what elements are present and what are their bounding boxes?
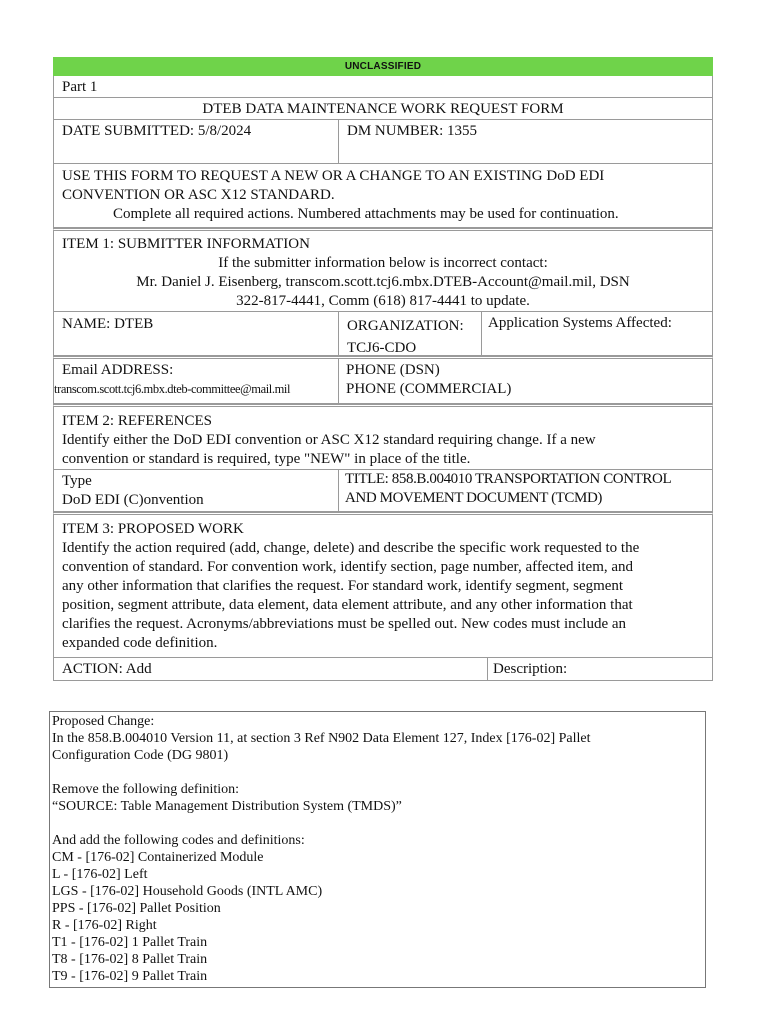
phone-commercial: PHONE (COMMERCIAL) (346, 381, 512, 397)
proposal-heading: Proposed Change: (52, 714, 155, 729)
title-line: AND MOVEMENT DOCUMENT (TCMD) (345, 490, 602, 506)
item3-line: clarifies the request. Acronyms/abbreviations must be spelled out. New codes must include an (62, 616, 627, 632)
description-label: Description: (487, 658, 712, 680)
remove-value: “SOURCE: Table Management Distribution System (TMDS)” (52, 799, 402, 814)
item2-desc: Identify either the DoD EDI convention or ASC X12 standard requiring change. If a new (62, 432, 596, 448)
item1-header (53, 228, 713, 312)
instructions-line: Complete all required actions. Numbered attachments may be used for continuation. (113, 206, 619, 222)
phone-cell (338, 359, 712, 403)
part-label: Part 1 (53, 76, 713, 98)
phone-dsn: PHONE (DSN) (346, 362, 440, 378)
action: ACTION: Add (62, 661, 152, 677)
item2-desc: convention or standard is required, type "NEW" in place of the title. (62, 451, 471, 467)
type-value: DoD EDI (C)onvention (62, 492, 204, 508)
title-line: TITLE: 858.B.004010 TRANSPORTATION CONTROL (345, 471, 672, 487)
item3-header (53, 512, 713, 658)
type-cell (54, 470, 338, 511)
dm-number: DM NUMBER: 1355 (338, 120, 712, 163)
email-value: transcom.scott.tcj6.mbx.dteb-committee@mail.mil (54, 382, 291, 396)
code-item: CM - [176-02] Containerized Module (52, 850, 264, 865)
item1-heading: ITEM 1: SUBMITTER INFORMATION (62, 236, 310, 252)
title-cell (338, 470, 712, 511)
item1-name-row (53, 312, 713, 356)
code-item: T1 - [176-02] 1 Pallet Train (52, 935, 208, 950)
item2-header (53, 404, 713, 470)
item3-action-row (53, 658, 713, 681)
classification-banner: UNCLASSIFIED (53, 57, 713, 76)
submitter-name: NAME: DTEB (62, 316, 154, 332)
item3-line: position, segment attribute, data element, data element attribute, and any other information that (62, 597, 633, 613)
application-systems: Application Systems Affected: (481, 312, 712, 355)
item1-note: 322-817-4441, Comm (618) 817-4441 to update. (236, 293, 530, 309)
item3-line: any other information that clarifies the request. For standard work, identify segment, segment (62, 578, 624, 594)
item2-heading: ITEM 2: REFERENCES (62, 413, 213, 429)
code-item: L - [176-02] Left (52, 867, 148, 882)
item3-line: Identify the action required (add, change, delete) and describe the specific work requested to the (62, 540, 640, 556)
work-request-form (53, 57, 713, 681)
item3-line: expanded code definition. (62, 635, 218, 651)
email-cell (54, 359, 338, 403)
item3-heading: ITEM 3: PROPOSED WORK (62, 521, 244, 537)
code-item: T9 - [176-02] 9 Pallet Train (52, 969, 208, 984)
code-item: PPS - [176-02] Pallet Position (52, 901, 221, 916)
add-label: And add the following codes and definitions: (52, 833, 305, 848)
code-item: R - [176-02] Right (52, 918, 157, 933)
item1-note: If the submitter information below is incorrect contact: (218, 255, 548, 271)
code-item: LGS - [176-02] Household Goods (INTL AMC) (52, 884, 323, 899)
item3-line: convention of standard. For convention work, identify section, page number, affected item, and (62, 559, 634, 575)
code-item: T8 - [176-02] 8 Pallet Train (52, 952, 208, 967)
type-label: Type (62, 473, 92, 489)
instructions-line: CONVENTION OR ASC X12 STANDARD. (62, 187, 335, 203)
instructions-line: USE THIS FORM TO REQUEST A NEW OR A CHANGE TO AN EXISTING DoD EDI (62, 168, 605, 184)
date-submitted: DATE SUBMITTED: 5/8/2024 (62, 123, 252, 139)
organization (338, 312, 481, 355)
remove-label: Remove the following definition: (52, 782, 240, 797)
proposal-intro: In the 858.B.004010 Version 11, at section 3 Ref N902 Data Element 127, Index [176-02] Pallet (52, 731, 591, 746)
organization-label: ORGANIZATION: (347, 318, 464, 334)
item2-type-row (53, 470, 713, 512)
item1-note: Mr. Daniel J. Eisenberg, transcom.scott.tcj6.mbx.DTEB-Account@mail.mil, DSN (136, 274, 630, 290)
instructions (53, 164, 713, 228)
email-label: Email ADDRESS: (62, 362, 174, 378)
form-title: DTEB DATA MAINTENANCE WORK REQUEST FORM (53, 98, 713, 120)
organization-value: TCJ6-CDO (347, 340, 417, 356)
proposed-change-box (49, 711, 706, 988)
proposal-intro: Configuration Code (DG 9801) (52, 748, 229, 763)
item1-contact-row (53, 356, 713, 404)
date-dm-row (53, 120, 713, 164)
